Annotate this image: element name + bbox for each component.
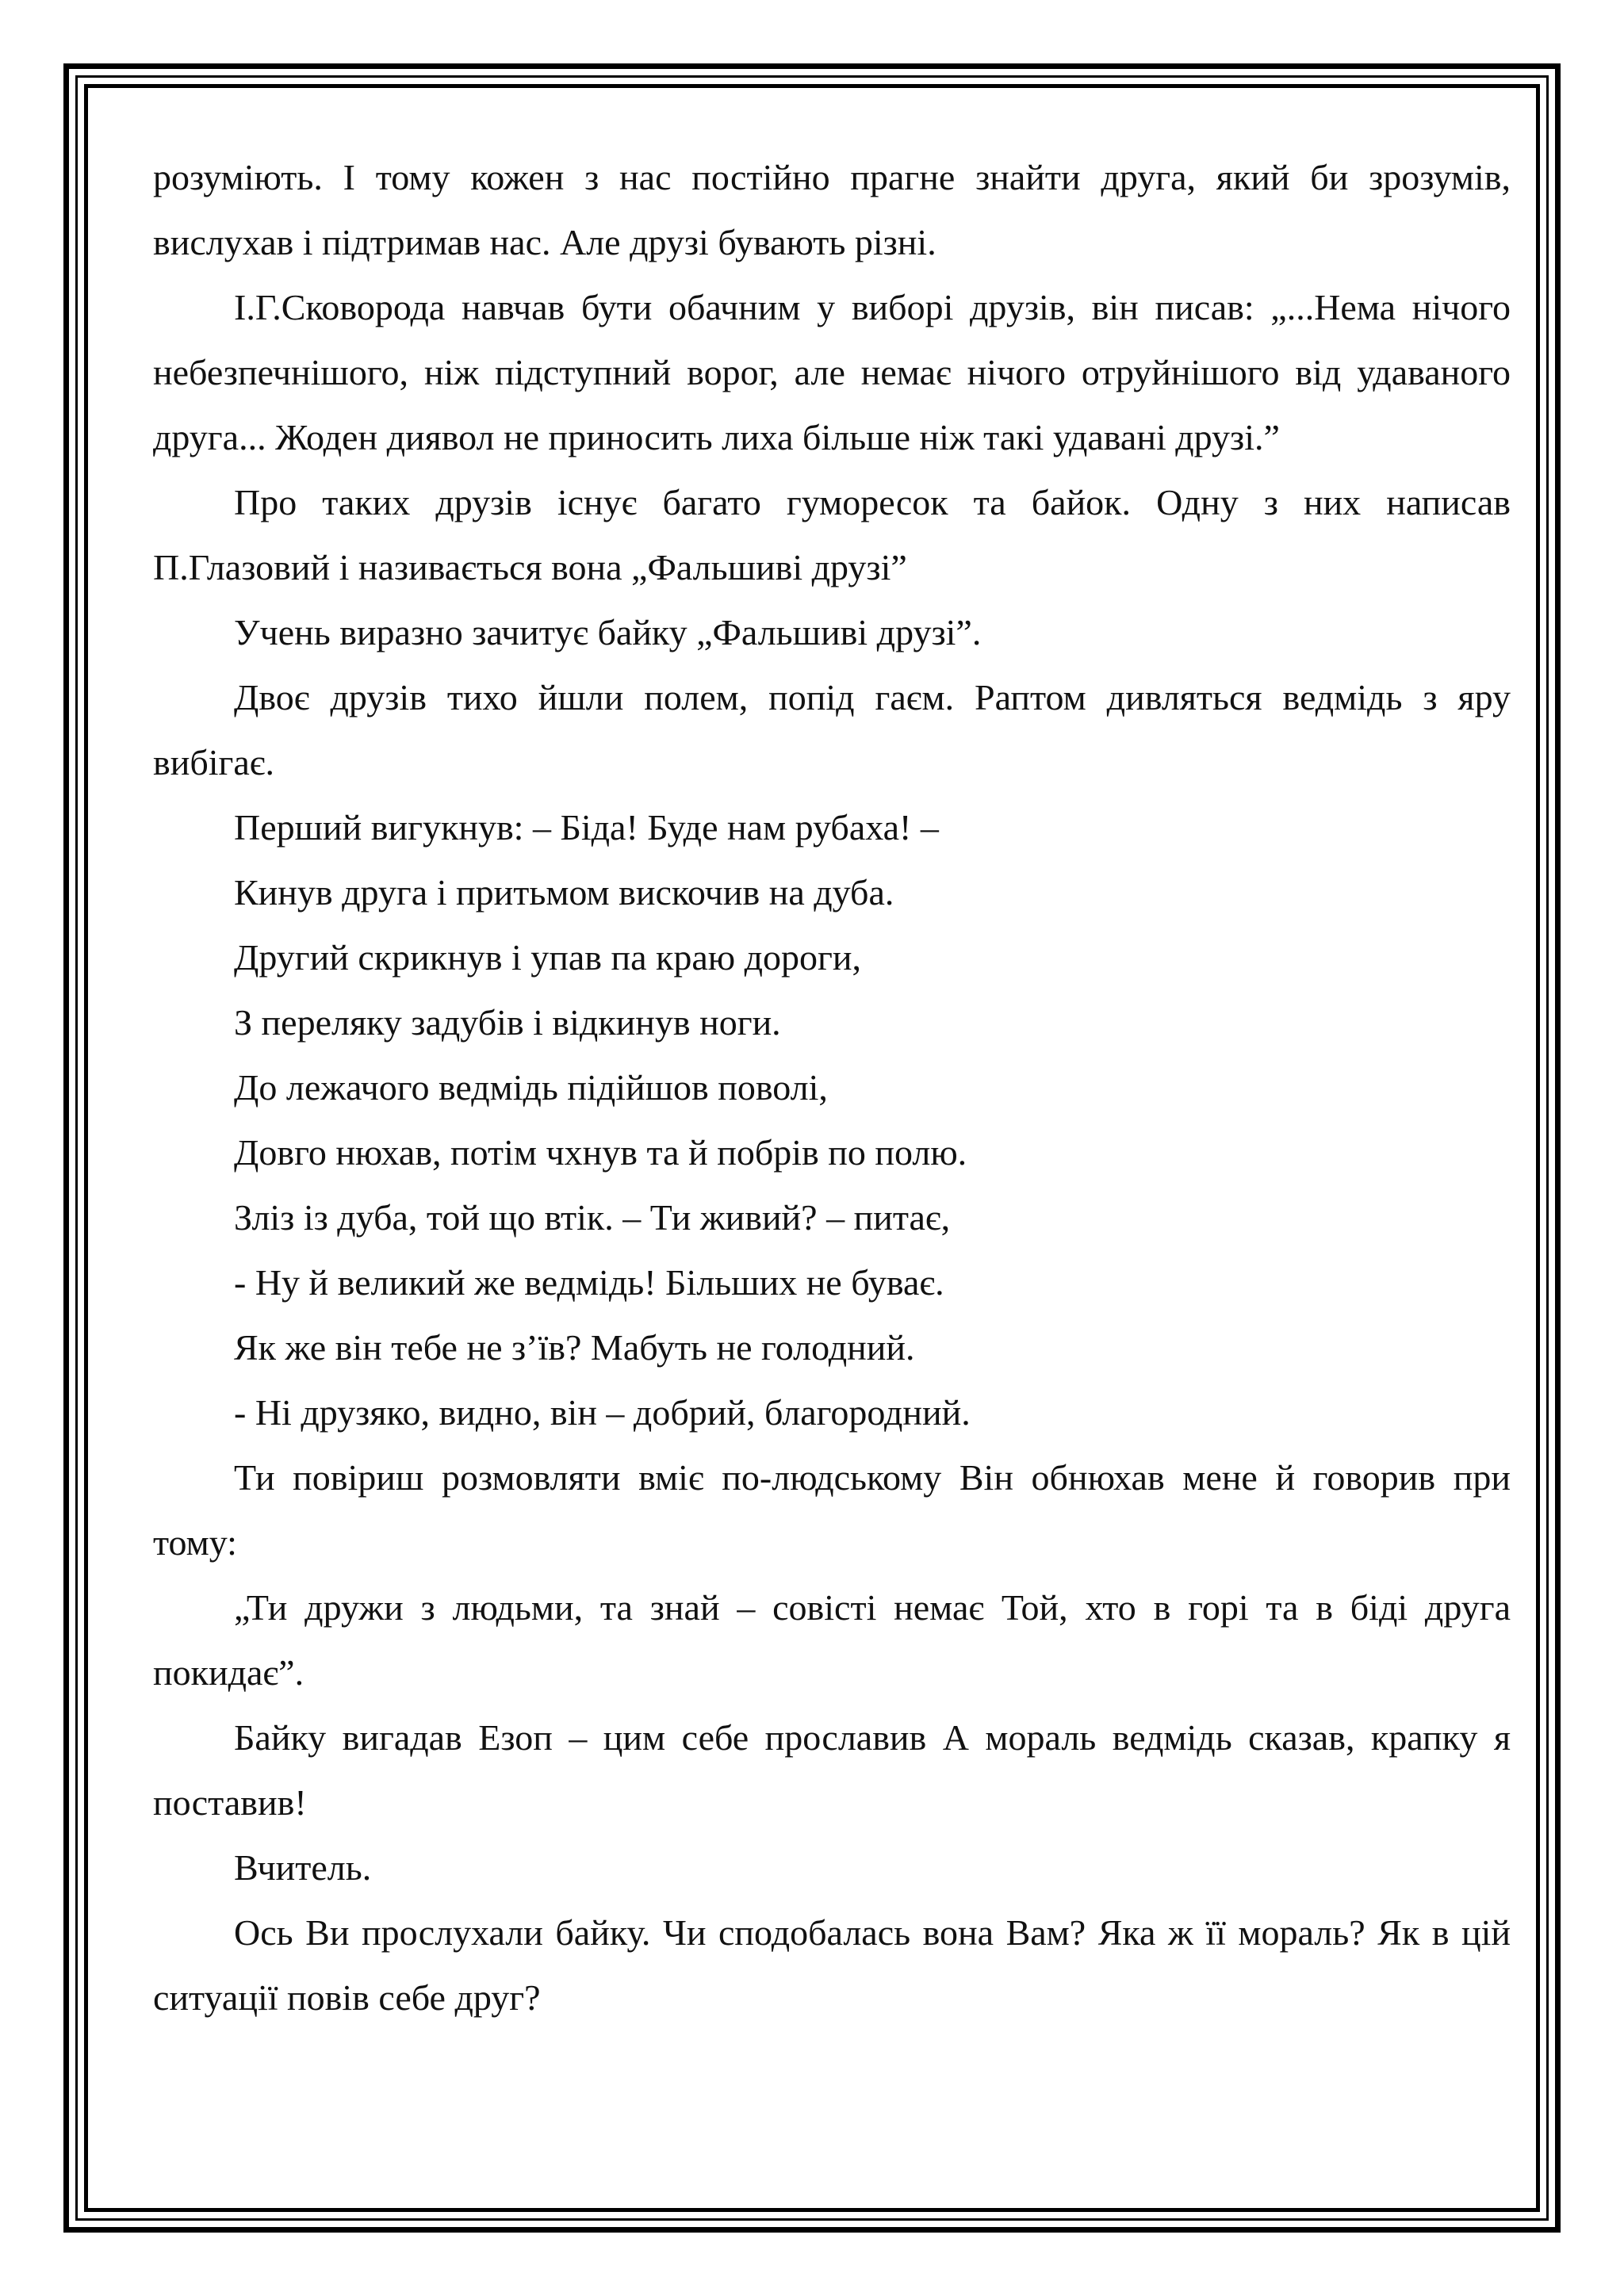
fable-line: Довго нюхав, потім чхнув та й побрів по полю.	[234, 1132, 967, 1173]
paragraph: розуміють. І тому кожен з нас постійно прагне знайти друга, який би зрозумів, вислухав і підтримав нас. Але друзі бувають різні.	[153, 157, 1511, 262]
fable-line: Кинув друга і притьмом вискочив на дуба.	[234, 872, 894, 913]
fable-line: До лежачого ведмідь підійшов поволі,	[234, 1067, 828, 1108]
fable-line: Другий скрикнув і упав па краю дороги,	[234, 937, 862, 978]
fable-line: З переляку задубів і відкинув ноги.	[234, 1002, 781, 1043]
fable-line: Байку вигадав Езоп – цим себе прославив А мораль ведмідь сказав, крапку я поставив!	[153, 1717, 1511, 1823]
fable-line: Зліз із дуба, той що втік. – Ти живий? – питає,	[234, 1197, 951, 1238]
fable-line: Перший вигукнув: – Біда! Буде нам рубаха! –	[234, 807, 939, 848]
fable-line: - Ні друзяко, видно, він – добрий, благородний.	[234, 1392, 971, 1433]
paragraph: Ось Ви прослухали байку. Чи сподобалась вона Вам? Яка ж її мораль? Як в цій ситуації повів себе друг?	[153, 1912, 1511, 2018]
fable-line: - Ну й великий же ведмідь! Більших не буває.	[234, 1262, 944, 1303]
paragraph: Двоє друзів тихо йшли полем, попід гаєм. Раптом дивляться ведмідь з яру вибігає.	[153, 677, 1511, 783]
fable-line: „Ти дружи з людьми, та знай – совісті немає Той, хто в горі та в біді друга покидає”.	[153, 1587, 1511, 1693]
paragraph: Про таких друзів існує багато гуморесок та байок. Одну з них написав П.Глазовий і називається вона „Фальшиві друзі”	[153, 482, 1511, 587]
speaker-label: Вчитель.	[234, 1847, 372, 1888]
document-body	[153, 145, 1511, 2030]
fable-line: Ти повіриш розмовляти вміє по-людському Він обнюхав мене й говорив при тому:	[153, 1457, 1511, 1563]
paragraph: Учень виразно зачитує байку „Фальшиві друзі”.	[234, 612, 982, 652]
fable-line: Як же він тебе не з’їв? Мабуть не голодний.	[234, 1327, 915, 1368]
paragraph: І.Г.Сковорода навчав бути обачним у виборі друзів, він писав: „...Нема нічого небезпечнішого, ніж підступний ворог, але немає нічого отруйнішого від удаваного друга... Жоден диявол не приносить лиха більше ніж такі удавані друзі.”	[153, 287, 1511, 457]
